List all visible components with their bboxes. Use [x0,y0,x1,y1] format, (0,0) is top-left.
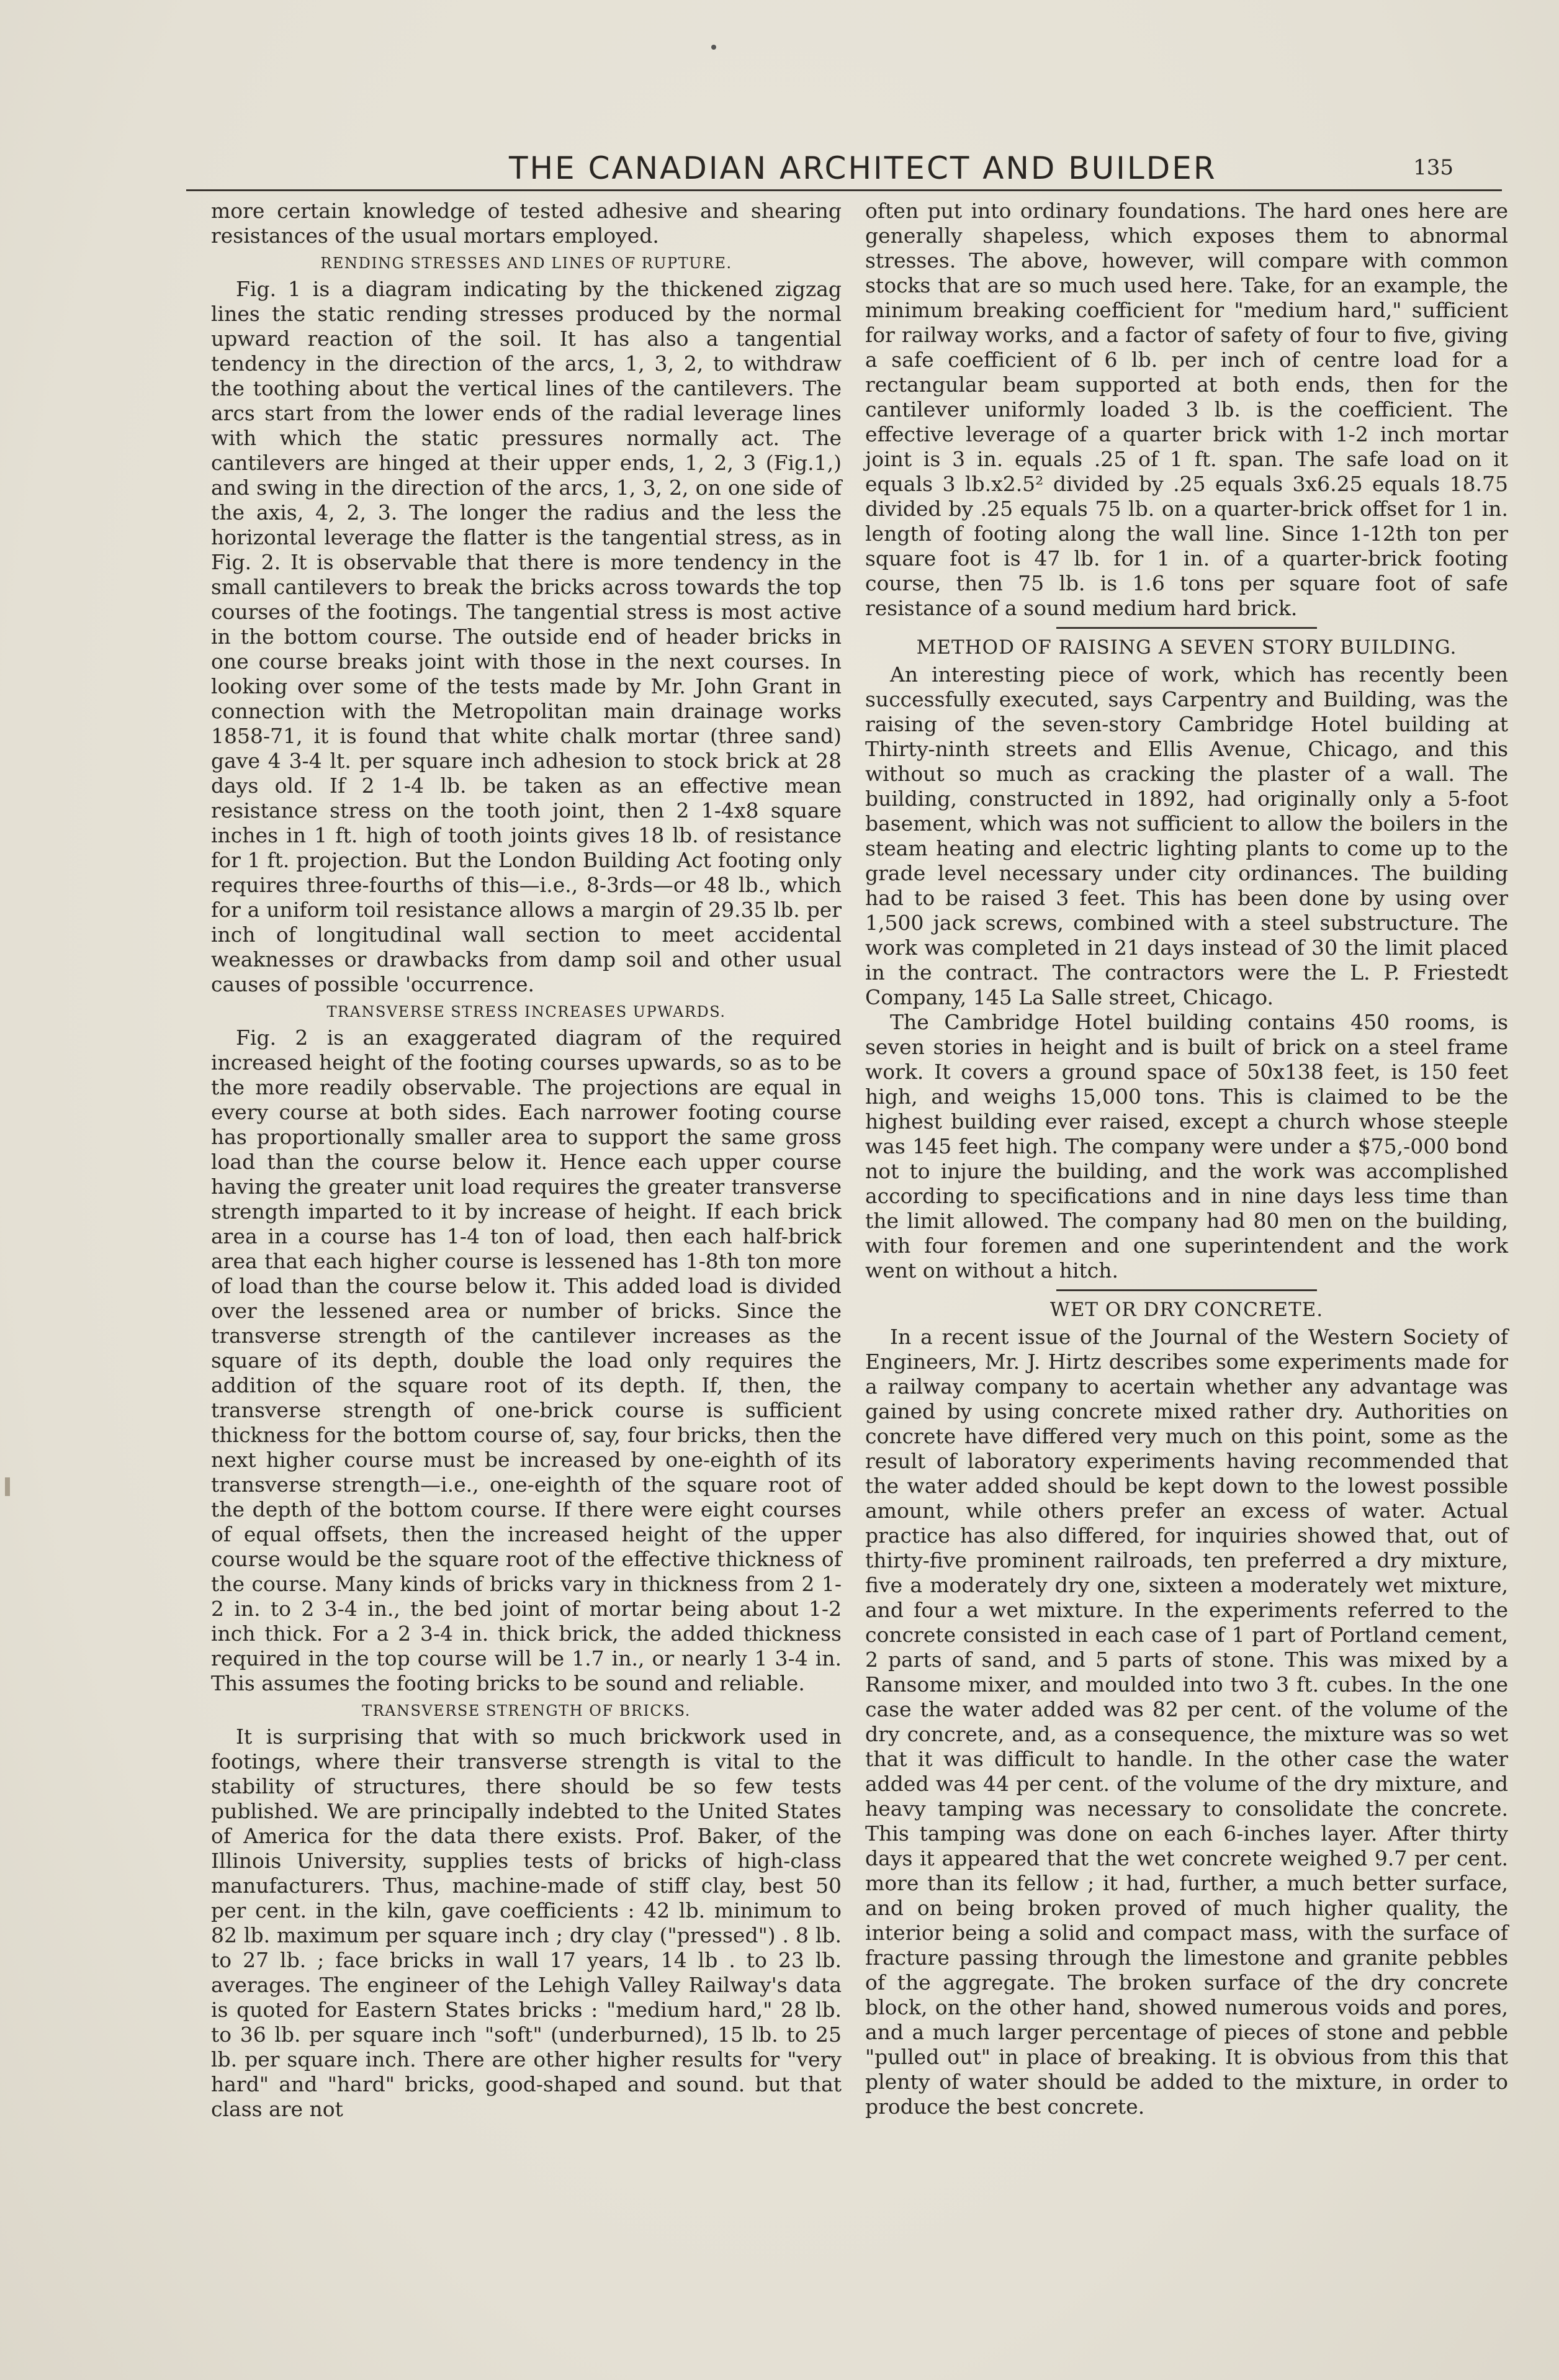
article-separator [1056,1289,1317,1291]
article-separator [1056,627,1317,629]
section-heading-transverse-stress: TRANSVERSE STRESS INCREASES UPWARDS. [326,1003,726,1021]
article-title-wet-dry-concrete: WET OR DRY CONCRETE. [1049,1299,1324,1321]
page-number: 135 [1413,155,1453,180]
section-heading-transverse-strength: TRANSVERSE STRENGTH OF BRICKS. [362,1702,691,1720]
section-heading-rending-stresses: RENDING STRESSES AND LINES OF RUPTURE. [320,255,732,272]
paragraph-raising-building-1: An interesting piece of work, which has recently been successfully executed, says Carpentry and Building, was the raising of the seven-story Cambridge Hotel building at Thirty-ninth streets and Ellis Avenue, Chicago, and this without so much as cracking the plaster of a wall. The building, constructed in 1892, had originally only a 5-foot basement, which was not sufficient to allow the boilers in the steam heating and electric lighting plants to come up to the grade level necessary under city ordinances. The building had to be raised 3 feet. This has been done by using over 1,500 jack screws, combined with a steel substructure. The work was completed in 21 days instead of 30 the limit placed in the contract. The contractors were the L. P. Friestedt Company, 145 La Salle street, Chicago. [865,662,1508,1009]
right-column [865,199,1508,2119]
article-title-raising-building: METHOD OF RAISING A SEVEN STORY BUILDING. [916,636,1457,659]
paragraph-wet-dry-concrete: In a recent issue of the Journal of the Western Society of Engineers, Mr. J. Hirtz describes some experiments made for a railway company to acertain whether any advantage was gained by using concrete mixed rather dry. Authorities on concrete have differed very much on this point, some as the result of laboratory experiments having recommended that the water added should be kept down to the lowest possible amount, while others prefer an excess of water. Actual practice has also differed, for inquiries showed that, out of thirty-five prominent railroads, ten preferred a dry mixture, five a moderately dry one, sixteen a moderately wet mixture, and four a wet mixture. In the experiments referred to the concrete consisted in each case of 1 part of Portland cement, 2 parts of sand, and 5 parts of stone. This was mixed by a Ransome mixer, and moulded into two 3 ft. cubes. In the one case the water added was 82 per cent. of the volume of the dry concrete, and, as a consequence, the mixture was so wet that it was difficult to handle. In the other case the water added was 44 per cent. of the volume of the dry mixture, and heavy tamping was necessary to consolidate the concrete. This tamping was done on each 6-inches layer. After thirty days it appeared that the wet concrete weighed 9.7 per cent. more than its fellow ; it had, further, a much better surface, and on being broken proved of much higher quality, the interior being a solid and compact mass, with the surface of fracture passing through the limestone and granite pebbles of the aggregate. The broken surface of the dry concrete block, on the other hand, showed numerous voids and pores, and a much larger percentage of pieces of stone and pebble "pulled out" in place of breaking. It is obvious from this that plenty of water should be added to the mixture, in order to produce the best concrete. [865,1325,1508,2119]
paragraph-transverse-stress: Fig. 2 is an exaggerated diagram of the required increased height of the footing courses upwards, so as to be the more readily observable. The projections are equal in every course at both sides. Each narrower footing course has proportionally smaller area to support the same gross load than the course below it. Hence each upper course having the greater unit load requires the greater transverse strength imparted to it by increase of height. If each brick area in a course has 1-4 ton of load, then each half-brick area that each higher course is lessened has 1-8th ton more of load than the course below it. This added load is divided over the lessened area or number of bricks. Since the transverse strength of the cantilever increases as the square of its depth, double the load only requires the addition of the square root of its depth. If, then, the transverse strength of one-brick course is sufficient thickness for the bottom course of, say, four bricks, then the next higher course must be increased by one-eighth of its transverse strength—i.e., one-eighth of the square root of the depth of the bottom course. If there were eight courses of equal offsets, then the increased height of the upper course would be the square root of the effective thickness of the course. Many kinds of bricks vary in thickness from 2 1-2 in. to 2 3-4 in., the bed joint of mortar being about 1-2 inch thick. For a 2 3-4 in. thick brick, the added thickness required in the top course will be 1.7 in., or nearly 1 3-4 in. This assumes the footing bricks to be sound and reliable. [211,1025,842,1695]
intro-paragraph: more certain knowledge of tested adhesive and shearing resistances of the usual mortars employed. [211,199,842,248]
continuation-paragraph: often put into ordinary foundations. The hard ones here are generally shapeless, which exposes them to abnormal stresses. The above, however, will compare with common stocks that are so much used here. Take, for an example, the minimum breaking coefficient for "medium hard," sufficient for railway works, and a factor of safety of four to five, giving a safe coefficient of 6 lb. per inch of centre load for a rectangular beam supported at both ends, then for the cantilever uniformly loaded 3 lb. is the coefficient. The effective leverage of a quarter brick with 1-2 inch mortar joint is 3 in. equals .25 of 1 ft. span. The safe load on it equals 3 lb.x2.5² divided by .25 equals 3x6.25 equals 18.75 divided by .25 equals 75 lb. on a quarter-brick offset for 1 in. length of footing along the wall line. Since 1-12th ton per square foot is 47 lb. for 1 in. of a quarter-brick footing course, then 75 lb. is 1.6 tons per square foot of safe resistance of a sound medium hard brick. [865,199,1508,620]
paragraph-raising-building-2: The Cambridge Hotel building contains 450 rooms, is seven stories in height and is built of brick on a steel frame work. It covers a ground space of 50x138 feet, is 150 feet high, and weighs 15,000 tons. This is claimed to be the highest building ever raised, except a church whose steeple was 145 feet high. The company were under a $75,-000 bond not to injure the building, and the work was accomplished according to specifications and in nine days less time than the limit allowed. The company had 80 men on the building, with four foremen and one superintendent and the work went on without a hitch. [865,1010,1508,1282]
masthead-title: THE CANADIAN ARCHITECT AND BUILDER [509,150,1217,186]
page-header [186,149,1472,192]
header-rule [186,189,1502,191]
page-edge-mark [5,1477,10,1496]
paragraph-transverse-strength: It is surprising that with so much brickwork used in footings, where their transverse strength is vital to the stability of structures, there should be so few tests published. We are principally indebted to the United States of America for the data there exists. Prof. Baker, of the Illinois University, supplies tests of bricks of high-class manufacturers. Thus, machine-made of stiff clay, best 50 per cent. in the kiln, gave coefficients : 42 lb. minimum to 82 lb. maximum per square inch ; dry clay ("pressed") . 8 lb. to 27 lb. ; face bricks in wall 17 years, 14 lb . to 23 lb. averages. The engineer of the Lehigh Valley Railway's data is quoted for Eastern States bricks : "medium hard," 28 lb. to 36 lb. per square inch "soft" (underburned), 15 lb. to 25 lb. per square inch. There are other higher results for "very hard" and "hard" bricks, good-shaped and sound. but that class are not [211,1724,842,2121]
ink-dot [711,45,716,50]
paragraph-rending-stresses: Fig. 1 is a diagram indicating by the thickened zigzag lines the static rending stresses produced by the normal upward reaction of the soil. It has also a tangential tendency in the direction of the arcs, 1, 3, 2, to withdraw the toothing about the vertical lines of the cantilevers. The arcs start from the lower ends of the radial leverage lines with which the static pressures normally act. The cantilevers are hinged at their upper ends, 1, 2, 3 (Fig.1,) and swing in the direction of the arcs, 1, 3, 2, on one side of the axis, 4, 2, 3. The longer the radius and the less the horizontal leverage the flatter is the tangential stress, as in Fig. 2. It is observable that there is more tendency in the small cantilevers to break the bricks across towards the top courses of the footings. The tangential stress is most active in the bottom course. The outside end of header bricks in one course breaks joint with those in the next courses. In looking over some of the tests made by Mr. John Grant in connection with the Metropolitan main drainage works 1858-71, it is found that white chalk mortar (three sand) gave 4 3-4 lt. per square inch adhesion to stock brick at 28 days old. If 2 1-4 lb. be taken as an effective mean resistance stress on the tooth joint, then 2 1-4x8 square inches in 1 ft. high of tooth joints gives 18 lb. of resistance for 1 ft. projection. But the London Building Act footing only requires three-fourths of this—i.e., 8-3rds—or 48 lb., which for a uniform toil resistance allows a margin of 29.35 lb. per inch of longitudinal wall section to meet accidental weaknesses or drawbacks from damp soil and other usual causes of possible 'occurrence. [211,277,842,996]
left-column [211,199,842,2122]
